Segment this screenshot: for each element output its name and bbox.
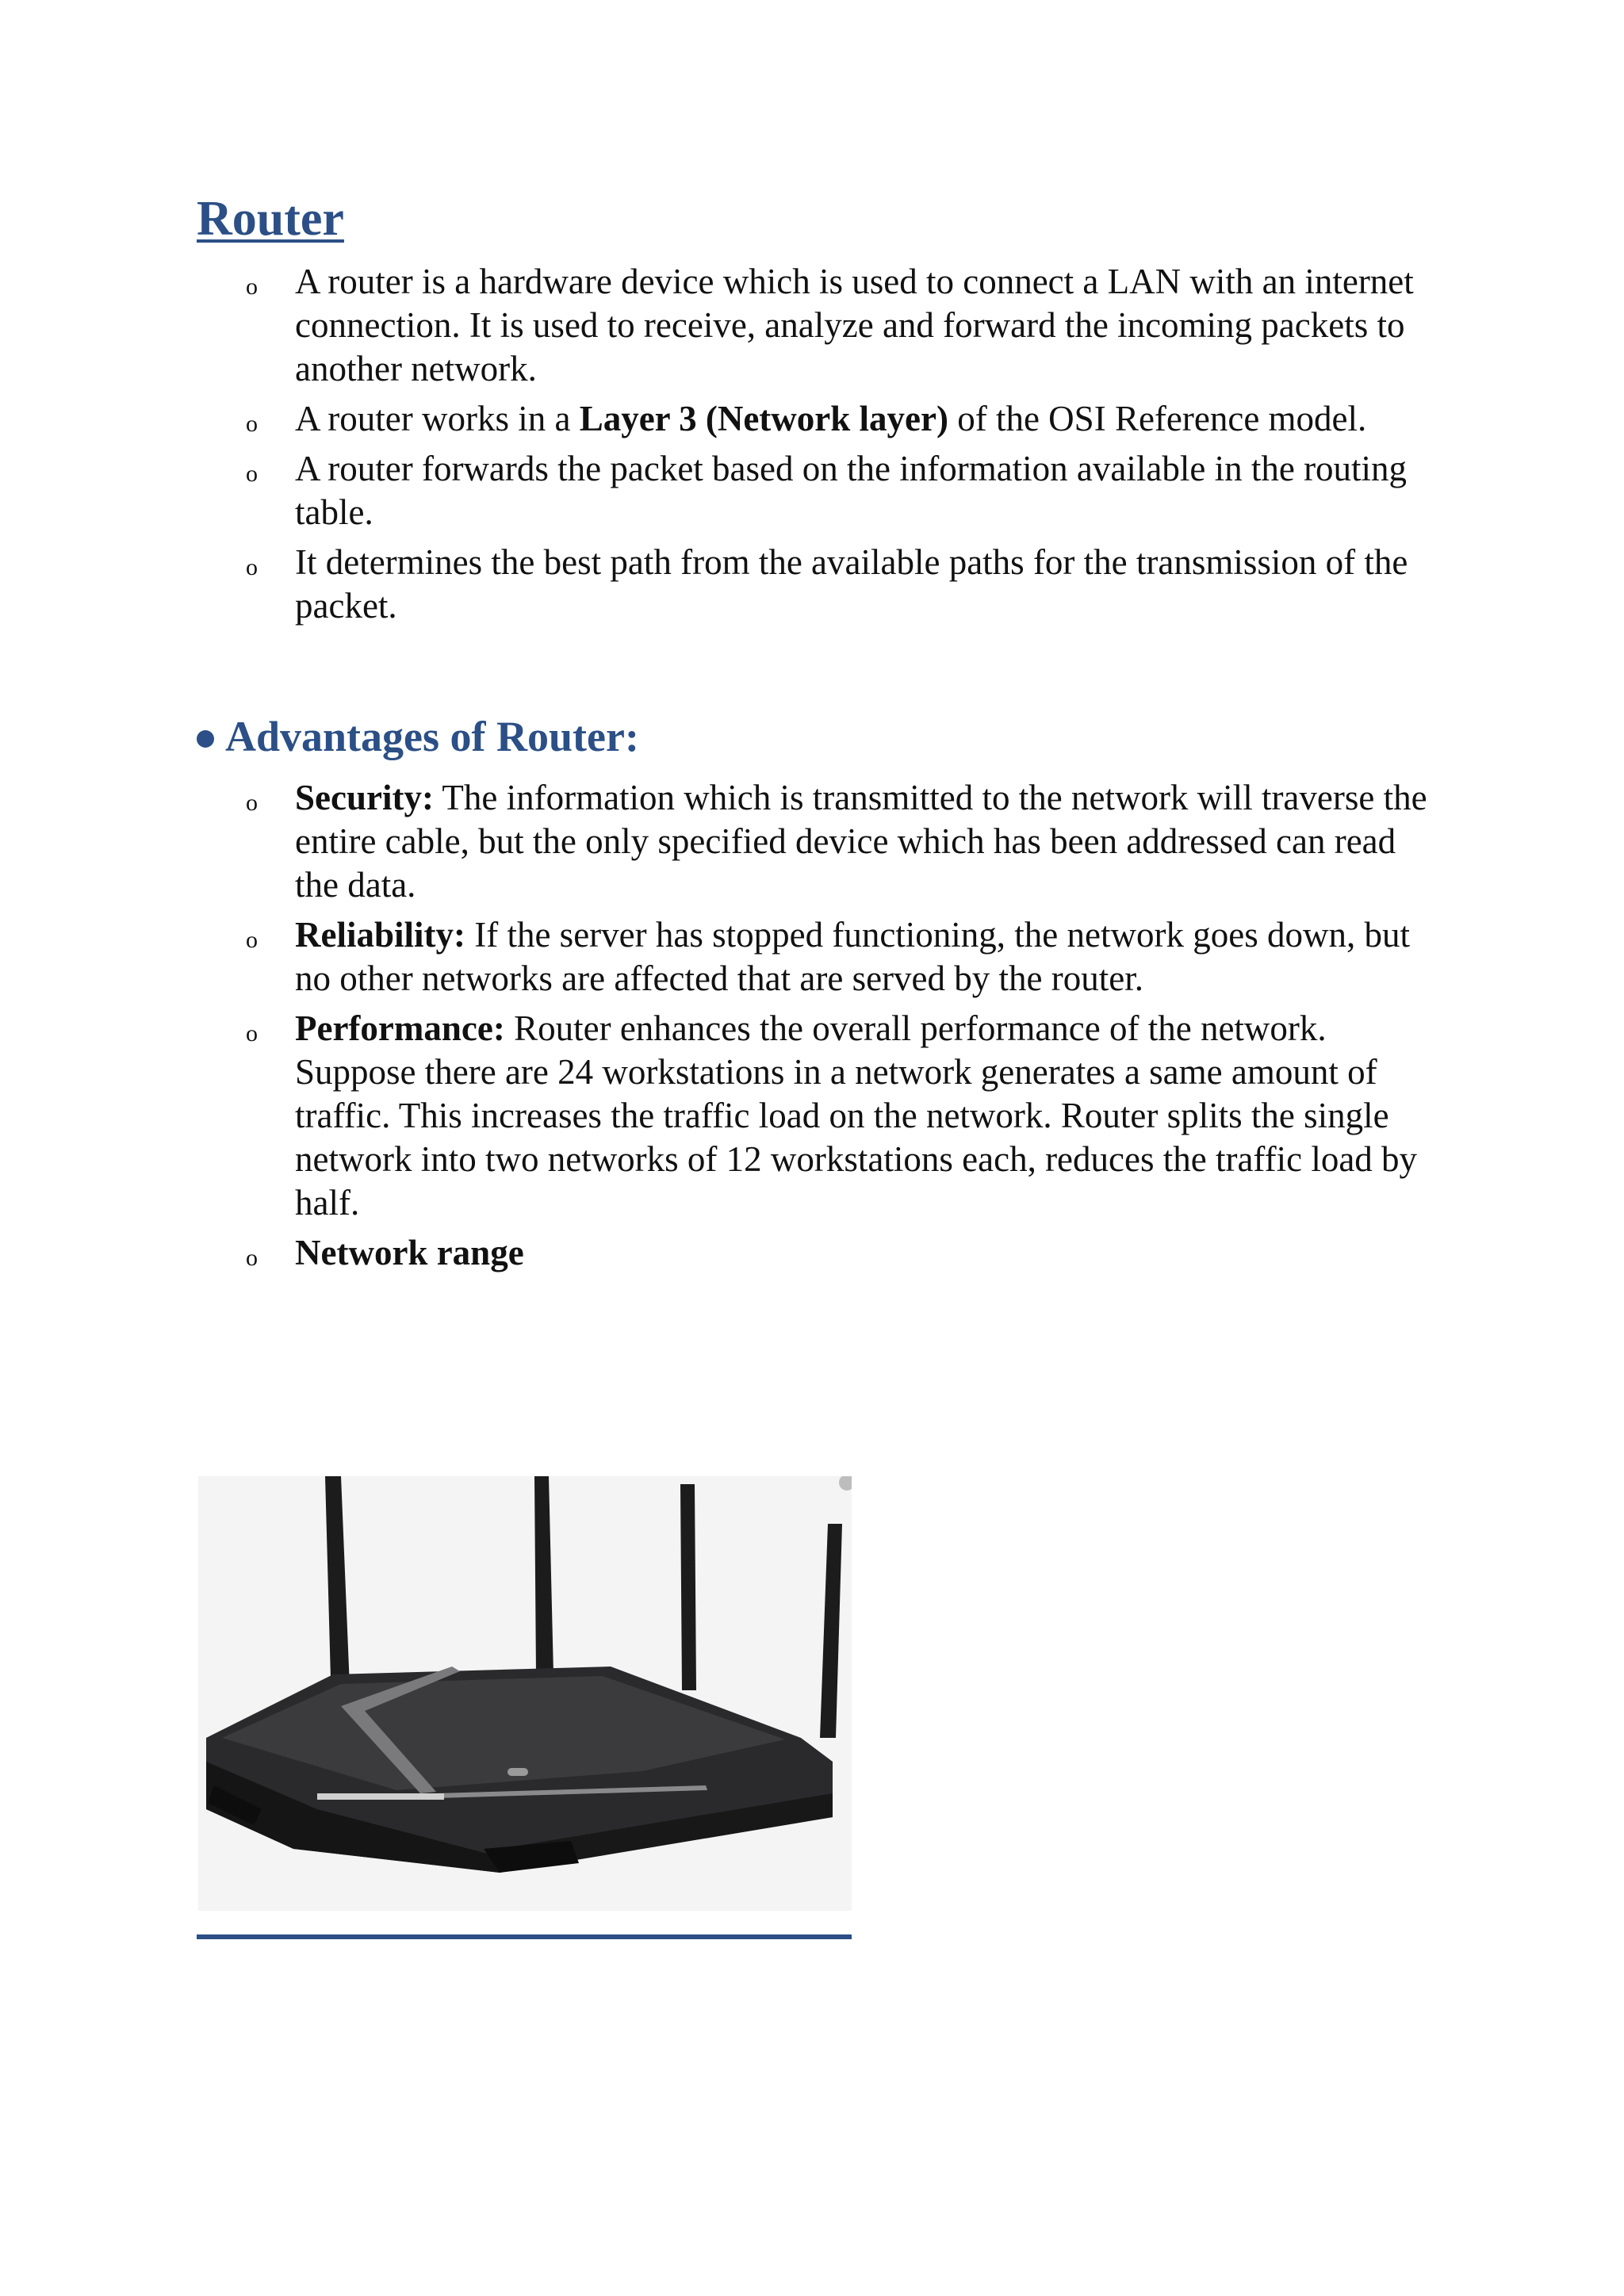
list-item (246, 913, 1435, 1001)
advantage-label: Performance: (295, 1008, 505, 1048)
bullet-marker: o (246, 461, 258, 487)
advantages-heading (197, 714, 639, 760)
bullet-dot-icon (197, 730, 214, 748)
bullet-marker: o (246, 1245, 258, 1271)
bullet-marker: o (246, 790, 258, 816)
list-item (246, 1231, 1435, 1275)
advantage-text: If the server has stopped functioning, the network goes down, but no other networks are affected that are served by the router. (295, 915, 1410, 998)
list-item (246, 260, 1435, 391)
advantage-label: Network range (295, 1233, 524, 1272)
bullet-marker: o (246, 274, 258, 300)
image-underline-rule (197, 1934, 852, 1939)
advantage-text: The information which is transmitted to the network will traverse the entire cable, but the only specified device which has been addressed can read the data. (295, 778, 1427, 905)
bullet-marker: o (246, 1020, 258, 1047)
list-item-text: A router is a hardware device which is used to connect a LAN with an internet connection. It is used to receive, analyze and forward the incoming packets to another network. (295, 262, 1414, 388)
router-illustration-icon (198, 1476, 852, 1911)
list-item-text: It determines the best path from the available paths for the transmission of the packet. (295, 542, 1408, 626)
advantages-list (246, 776, 1435, 1281)
router-photo (198, 1476, 852, 1911)
router-intro-list (246, 260, 1435, 634)
list-item-text-before: A router works in a (295, 399, 580, 438)
list-item-text: A router forwards the packet based on the information available in the routing table. (295, 449, 1408, 532)
bullet-marker: o (246, 411, 258, 437)
advantage-label: Security: (295, 778, 434, 817)
list-item (246, 776, 1435, 907)
list-item-text-after: of the OSI Reference model. (948, 399, 1367, 438)
advantage-label: Reliability: (295, 915, 465, 955)
antenna-icon (680, 1484, 696, 1690)
list-item (246, 541, 1435, 628)
list-item (246, 397, 1435, 441)
list-item (246, 1007, 1435, 1225)
page-title: Router (197, 192, 344, 246)
list-item-bold-text: Layer 3 (Network layer) (579, 399, 948, 438)
bullet-marker: o (246, 927, 258, 953)
list-item (246, 447, 1435, 534)
advantage-text: Router enhances the overall performance of the network. Suppose there are 24 workstations in a network generates a same amount of traffic. This increases the traffic load on the network. Router splits the single network into two networks of 12 workstations each, reduces the traffic load by half. (295, 1008, 1418, 1223)
bullet-marker: o (246, 554, 258, 580)
advantages-heading-text: Advantages of Router: (225, 713, 639, 760)
